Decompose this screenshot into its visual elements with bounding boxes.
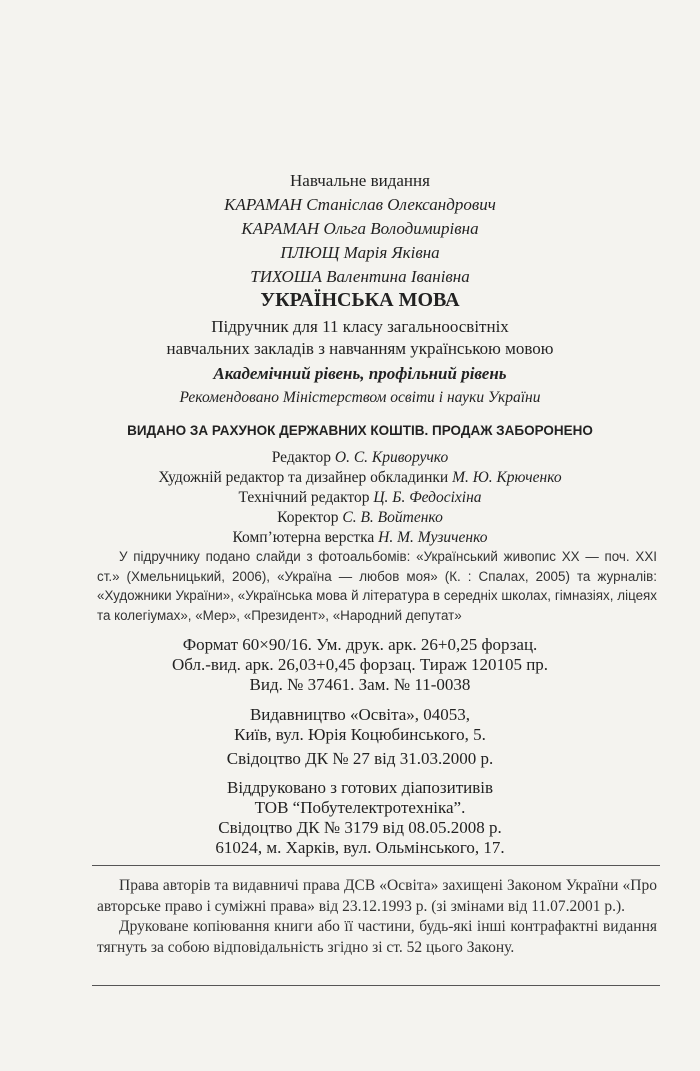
author-name: Станіслав Олександрович <box>306 195 496 214</box>
author-surname: ПЛЮЩ <box>280 243 340 262</box>
author-1 <box>40 195 680 215</box>
publisher-line-3: Свідоцтво ДК № 27 від 31.03.2000 р. <box>226 749 494 768</box>
publisher-line-1: Видавництво «Освіта», 04053, <box>249 705 471 724</box>
copyright-notice <box>97 876 657 958</box>
printer-line-1: Віддруковано з готових діапозитивів <box>226 778 493 797</box>
staff-role: Коректор <box>277 509 339 526</box>
recommended: Рекомендовано Міністерством освіти і науки України <box>179 389 541 406</box>
author-2 <box>40 219 680 239</box>
author-surname: КАРАМАН <box>224 195 302 214</box>
author-name: Ольга Володимирівна <box>323 219 479 238</box>
divider-bottom <box>92 985 660 986</box>
divider-top <box>92 865 660 866</box>
book-title: УКРАЇНСЬКА МОВА <box>260 289 460 311</box>
staff-name: Н. М. Музиченко <box>378 529 488 546</box>
printer-line-2: ТОВ “Побутелектротехніка”. <box>254 798 466 817</box>
printer-line-4: 61024, м. Харків, вул. Ольмінського, 17. <box>215 838 505 857</box>
staff-role: Художній редактор та дизайнер обкладинки <box>158 469 449 486</box>
staff-name: О. С. Криворучко <box>334 449 449 466</box>
subtitle-line-1: Підручник для 11 класу загальноосвітніх <box>211 317 509 336</box>
staff-art-editor <box>40 468 680 488</box>
notice: ВИДАНО ЗА РАХУНОК ДЕРЖАВНИХ КОШТІВ. ПРОДАЖ ЗАБОРОНЕНО <box>127 423 593 438</box>
author-4 <box>40 267 680 287</box>
staff-role: Комп’ютерна верстка <box>232 529 375 546</box>
slides-note: У підручнику подано слайди з фотоальбомів: «Український живопис ХХ — поч. XXI ст.» (Хмельницький, 2006), «Україна — любов моя» (К. : Спалах, 2005) та журналів: «Художники України», «Українська мова й література в середніх школах, гімназіях, ліцеях та колегіумах», «Мер», «Президент», «Народний депутат» <box>97 549 657 623</box>
staff-role: Редактор <box>271 449 332 466</box>
edition-type: Навчальне видання <box>290 171 430 190</box>
publisher-line-2: Київ, вул. Юрія Коцюбинського, 5. <box>234 725 486 744</box>
staff-name: Ц. Б. Федосіхіна <box>373 489 482 506</box>
staff-corrector <box>40 508 680 528</box>
staff-layout <box>40 528 680 548</box>
level: Академічний рівень, профільний рівень <box>213 364 507 383</box>
staff-tech-editor <box>40 488 680 508</box>
author-3 <box>40 243 680 263</box>
format-line-3: Вид. № 37461. Зам. № 11-0038 <box>249 675 471 694</box>
author-surname: ТИХОША <box>250 267 322 286</box>
staff-role: Технічний редактор <box>238 489 370 506</box>
staff-editor <box>40 448 680 468</box>
format-line-1: Формат 60×90/16. Ум. друк. арк. 26+0,25 форзац. <box>182 635 538 654</box>
subtitle-line-2: навчальних закладів з навчанням українською мовою <box>166 339 554 358</box>
author-surname: КАРАМАН <box>241 219 320 238</box>
copyright-paragraph-1: Права авторів та видавничі права ДСВ «Освіта» захищені Законом України «Про авторське право і суміжні права» від 23.12.1993 р. (зі змінами від 11.07.2001 р.). <box>97 877 657 915</box>
printer-line-3: Свідоцтво ДК № 3179 від 08.05.2008 р. <box>218 818 502 837</box>
author-name: Валентина Іванівна <box>326 267 470 286</box>
staff-name: М. Ю. Крюченко <box>452 469 562 486</box>
staff-name: С. В. Войтенко <box>342 509 443 526</box>
author-name: Марія Яківна <box>343 243 440 262</box>
format-line-2: Обл.-вид. арк. 26,03+0,45 форзац. Тираж 120105 пр. <box>171 655 549 674</box>
copyright-paragraph-2: Друковане копіювання книги або її частини, будь-які інші контрафактні видання тягнуть за собою відповідальність згідно зі ст. 52 цього Закону. <box>97 918 657 956</box>
